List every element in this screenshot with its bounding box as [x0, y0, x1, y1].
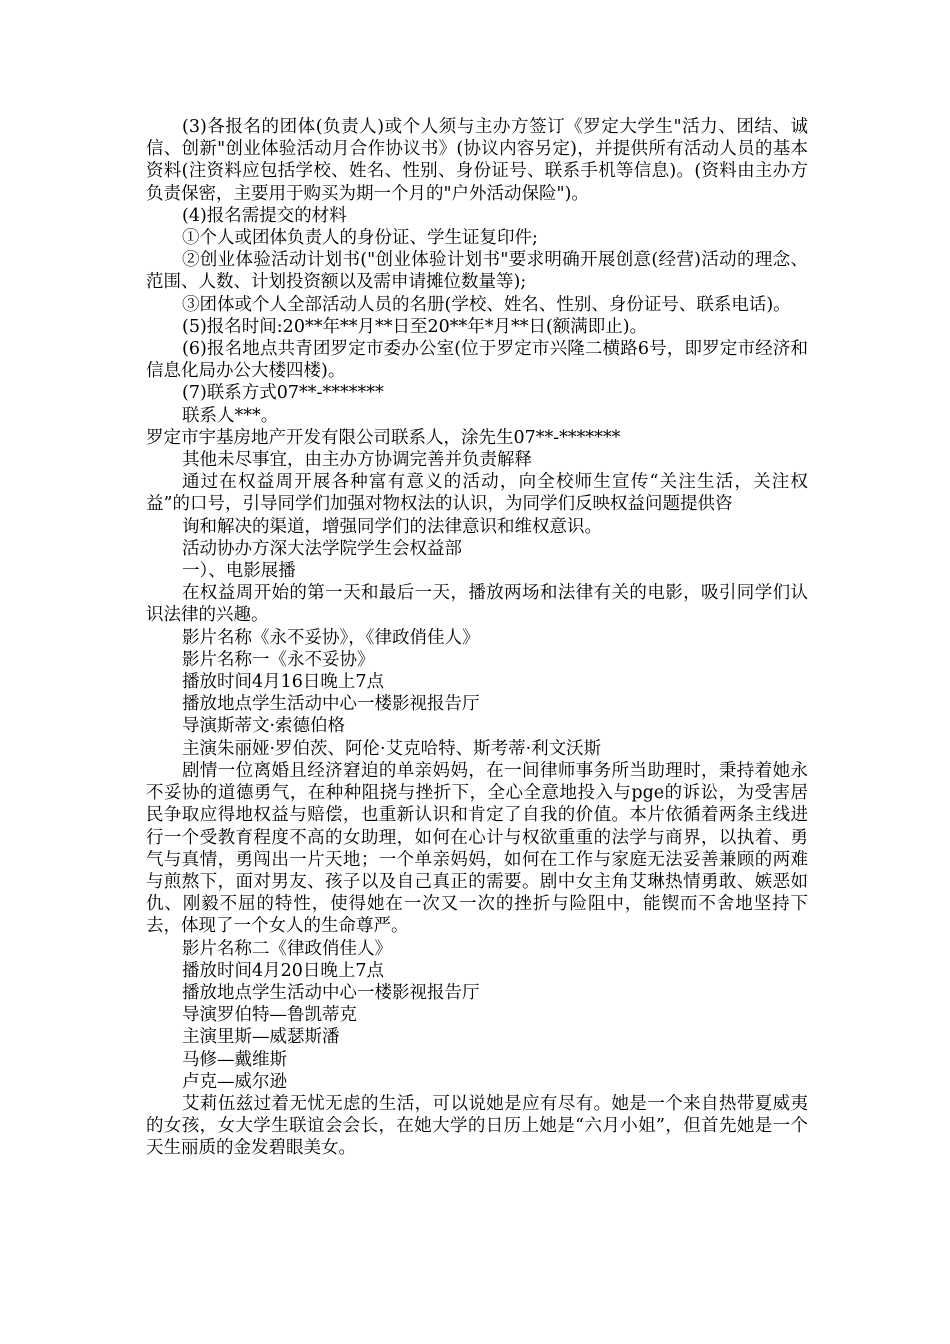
paragraph: 罗定市宇基房地产开发有限公司联系人，涂先生07**-******* — [146, 427, 621, 448]
paragraph: 卢克—威尔逊 — [182, 1071, 287, 1092]
document-body — [146, 116, 808, 1160]
paragraph: (7)联系方式07**-******* — [182, 383, 384, 404]
paragraph: ②创业体验活动计划书("创业体验计划书"要求明确开展创意(经营)活动的理念、范围、人数、计划投资额以及需申请摊位数量等); — [146, 250, 808, 293]
paragraph: (6)报名地点共青团罗定市委办公室(位于罗定市兴隆二横路6号，即罗定市经济和信息化局办公大楼四楼)。 — [146, 339, 808, 382]
paragraph: 联系人***。 — [182, 405, 279, 426]
paragraph: 活动协办方深大法学院学生会权益部 — [182, 538, 462, 559]
paragraph: 在权益周开始的第一天和最后一天，播放两场和法律有关的电影，吸引同学们认识法律的兴趣。 — [146, 583, 808, 626]
paragraph: 通过在权益周开展各种富有意义的活动，向全校师生宣传“关注生活，关注权益”的口号，引导同学们加强对物权法的认识，为同学们反映权益问题提供咨 — [146, 472, 808, 515]
paragraph: ①个人或团体负责人的身份证、学生证复印件; — [182, 228, 538, 249]
paragraph: (3)各报名的团体(负责人)或个人须与主办方签订《罗定大学生"活力、团结、诚信、创新"创业体验活动月合作协议书》(协议内容另定)，并提供所有活动人员的基本资料(注资料应包括学校、姓名、性别、身份证号、联系手机等信息)。(资料由主办方负责保密，主要用于购买为期一个月的"户外活动保险")。 — [146, 117, 808, 204]
paragraph: 主演朱丽娅·罗伯茨、阿伦·艾克哈特、斯考蒂·利文沃斯 — [182, 738, 602, 759]
paragraph: 询和解决的渠道，增强同学们的法律意识和维权意识。 — [182, 516, 602, 537]
paragraph: 剧情一位离婚且经济窘迫的单亲妈妈，在一间律师事务所当助理时，秉持着她永不妥协的道德勇气，在种种阻挠与挫折下，全心全意地投入与pge的诉讼，为受害居民争取应得地权益与赔偿，也重新认识和肯定了自我的价值。本片依循着两条主线进行一个受教育程度不高的女助理，如何在心计与权欲重重的法学与商界，以执着、勇气与真情，勇闯出一片天地；一个单亲妈妈，如何在工作与家庭无法妥善兼顾的两难与煎熬下，面对男友、孩子以及自己真正的需要。剧中女主角艾琳热情勇敢、嫉恶如仇、刚毅不屈的特性，使得她在一次又一次的挫折与险阻中，能锲而不舍地坚持下去，体现了一个女人的生命尊严。 — [146, 760, 808, 937]
paragraph: 导演罗伯特—鲁凯蒂克 — [182, 1005, 357, 1026]
paragraph: 影片名称一《永不妥协》 — [182, 649, 375, 670]
paragraph: 马修—戴维斯 — [182, 1049, 287, 1070]
paragraph: 影片名称二《律政俏佳人》 — [182, 938, 392, 959]
paragraph: 播放时间4月20日晚上7点 — [182, 960, 385, 981]
paragraph: (4)报名需提交的材料 — [182, 205, 347, 226]
paragraph: 播放地点学生活动中心一楼影视报告厅 — [182, 694, 480, 715]
paragraph: 影片名称《永不妥协》，《律政俏佳人》 — [182, 627, 480, 648]
paragraph: (5)报名时间:20**年**月**日至20**年*月**日(额满即止)。 — [182, 316, 648, 337]
paragraph: 导演斯蒂文·索德伯格 — [182, 716, 346, 737]
paragraph: 播放地点学生活动中心一楼影视报告厅 — [182, 982, 480, 1003]
paragraph: 播放时间4月16日晚上7点 — [182, 672, 385, 693]
paragraph: 其他未尽事宜，由主办方协调完善并负责解释 — [182, 450, 532, 471]
paragraph: ③团体或个人全部活动人员的名册(学校、姓名、性别、身份证号、联系电话)。 — [182, 294, 791, 315]
paragraph: 一）、电影展播 — [182, 561, 296, 582]
paragraph: 主演里斯—威瑟斯潘 — [182, 1027, 340, 1048]
paragraph: 艾莉伍兹过着无忧无虑的生活，可以说她是应有尽有。她是一个来自热带夏威夷的女孩，女大学生联谊会会长，在她大学的日历上她是“六月小姐”，但首先她是一个天生丽质的金发碧眼美女。 — [146, 1093, 808, 1159]
